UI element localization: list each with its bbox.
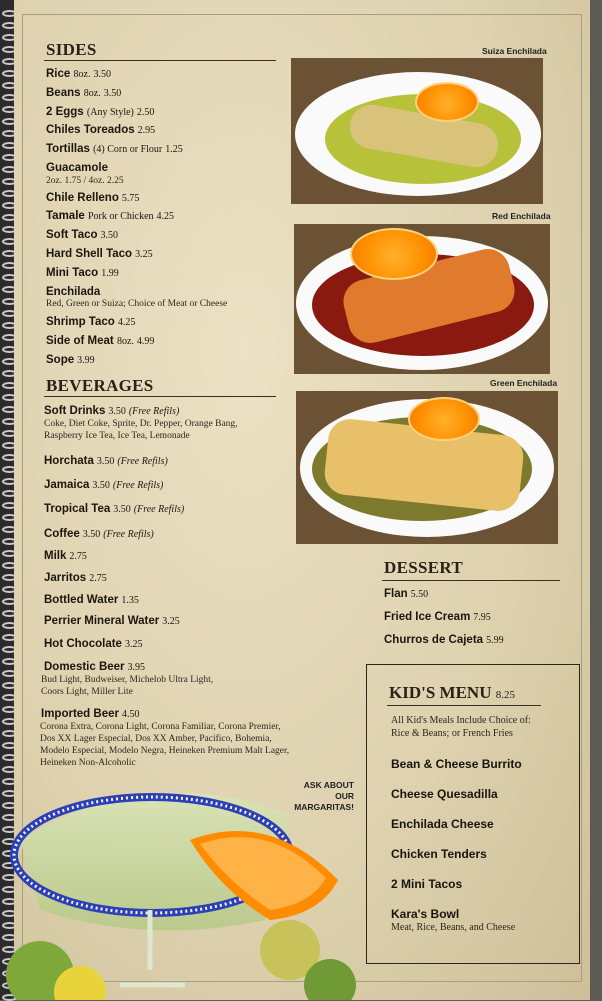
margarita-photo (0, 770, 360, 1000)
guacamole-sizes: 2oz. 1.75 / 4oz. 2.25 (46, 176, 124, 186)
kids-item-mini-tacos: 2 Mini Tacos (391, 877, 463, 891)
margarita-callout-line-2: MARGARITAS! (294, 802, 354, 812)
margarita-illustration (0, 770, 360, 1000)
sides-rule (44, 60, 276, 61)
side-mini-taco: Mini Taco 1.99 (46, 267, 119, 279)
imported-beer-list-1: Corona Extra, Corona Light, Corona Familiar, Corona Premier, (40, 722, 281, 732)
kids-menu-box (366, 664, 580, 964)
dessert-churros: Churros de Cajeta 5.99 (384, 634, 504, 646)
side-chiles-toreados: Chiles Toreados 2.95 (46, 124, 156, 136)
side-enchilada: Enchilada (46, 286, 101, 298)
bev-imported-beer: Imported Beer 4.50 (41, 708, 140, 720)
bev-coffee: Coffee 3.50 (Free Refils) (44, 528, 154, 540)
side-of-meat: Side of Meat 8oz. 4.99 (46, 335, 155, 347)
dessert-rule (382, 580, 560, 581)
dessert-title: DESSERT (384, 558, 463, 577)
bev-tropical-tea: Tropical Tea 3.50 (Free Refils) (44, 503, 185, 515)
kids-item-enchilada: Enchilada Cheese (391, 817, 494, 831)
domestic-beer-list-2: Coors Light, Miller Lite (41, 687, 133, 697)
imported-beer-list-2: Dos XX Lager Especial, Dos XX Amber, Pacifico, Bohemia, (40, 734, 272, 744)
imported-beer-list-4: Heineken Non-Alcoholic (40, 758, 136, 768)
soft-drinks-list-1: Coke, Diet Coke, Sprite, Dr. Pepper, Orange Bang, (44, 419, 238, 429)
kids-rule (387, 705, 541, 706)
bev-perrier: Perrier Mineral Water 3.25 (44, 615, 180, 627)
kids-note-1: All Kid's Meals Include Choice of: (391, 715, 531, 726)
side-hard-shell-taco: Hard Shell Taco 3.25 (46, 248, 153, 260)
sides-title: SIDES (46, 40, 97, 59)
dessert-flan: Flan 5.50 (384, 588, 429, 600)
side-tamale: Tamale Pork or Chicken 4.25 (46, 210, 175, 222)
imported-beer-list-3: Modelo Especial, Modelo Negra, Heineken Premium Malt Lager, (40, 746, 290, 756)
bev-milk: Milk 2.75 (44, 550, 87, 562)
kids-item-quesadilla: Cheese Quesadilla (391, 787, 498, 801)
side-shrimp-taco: Shrimp Taco 4.25 (46, 316, 136, 328)
side-chile-relleno: Chile Relleno 5.75 (46, 192, 140, 204)
side-sope: Sope 3.99 (46, 354, 95, 366)
green-caption: Green Enchilada (490, 378, 558, 388)
margarita-callout-line-1: ASK ABOUT OUR (303, 780, 354, 801)
kids-item-karas-bowl: Kara's Bowl (391, 907, 460, 921)
soft-drinks-list-2: Raspberry Ice Tea, Ice Tea, Lemonade (44, 431, 190, 441)
enchilada-desc: Red, Green or Suiza; Choice of Meat or Cheese (46, 299, 228, 309)
side-rice: Rice 8oz. 3.50 (46, 68, 111, 80)
bev-jarritos: Jarritos 2.75 (44, 572, 107, 584)
beverages-title: BEVERAGES (46, 376, 154, 395)
bev-hot-chocolate: Hot Chocolate 3.25 (44, 638, 143, 650)
bev-jamaica: Jamaica 3.50 (Free Refils) (44, 479, 164, 491)
red-caption: Red Enchilada (492, 211, 551, 221)
side-beans: Beans 8oz. 3.50 (46, 87, 122, 99)
bev-bottled-water: Bottled Water 1.35 (44, 594, 139, 606)
bev-soft-drinks: Soft Drinks 3.50 (Free Refils) (44, 405, 180, 417)
dessert-fried-ice-cream: Fried Ice Cream 7.95 (384, 611, 491, 623)
side-tortillas: Tortillas (4) Corn or Flour 1.25 (46, 143, 183, 155)
kids-note-2: Rice & Beans; or French Fries (391, 728, 513, 739)
bev-horchata: Horchata 3.50 (Free Refils) (44, 455, 168, 467)
bev-domestic-beer: Domestic Beer 3.95 (44, 661, 146, 673)
kids-menu-title: KID'S MENU 8.25 (389, 683, 515, 702)
kids-item-chicken-tenders: Chicken Tenders (391, 847, 487, 861)
beverages-rule (44, 396, 276, 397)
domestic-beer-list-1: Bud Light, Budweiser, Michelob Ultra Light, (41, 675, 214, 685)
red-enchilada-photo (294, 224, 550, 374)
side-eggs: 2 Eggs (Any Style) 2.50 (46, 106, 155, 118)
side-guacamole: Guacamole (46, 162, 108, 174)
kids-item-burrito: Bean & Cheese Burrito (391, 757, 522, 771)
green-enchilada-photo (296, 391, 558, 544)
side-soft-taco: Soft Taco 3.50 (46, 229, 119, 241)
karas-bowl-desc: Meat, Rice, Beans, and Cheese (391, 922, 516, 933)
suiza-enchilada-photo (291, 58, 543, 204)
suiza-caption: Suiza Enchilada (482, 46, 547, 56)
